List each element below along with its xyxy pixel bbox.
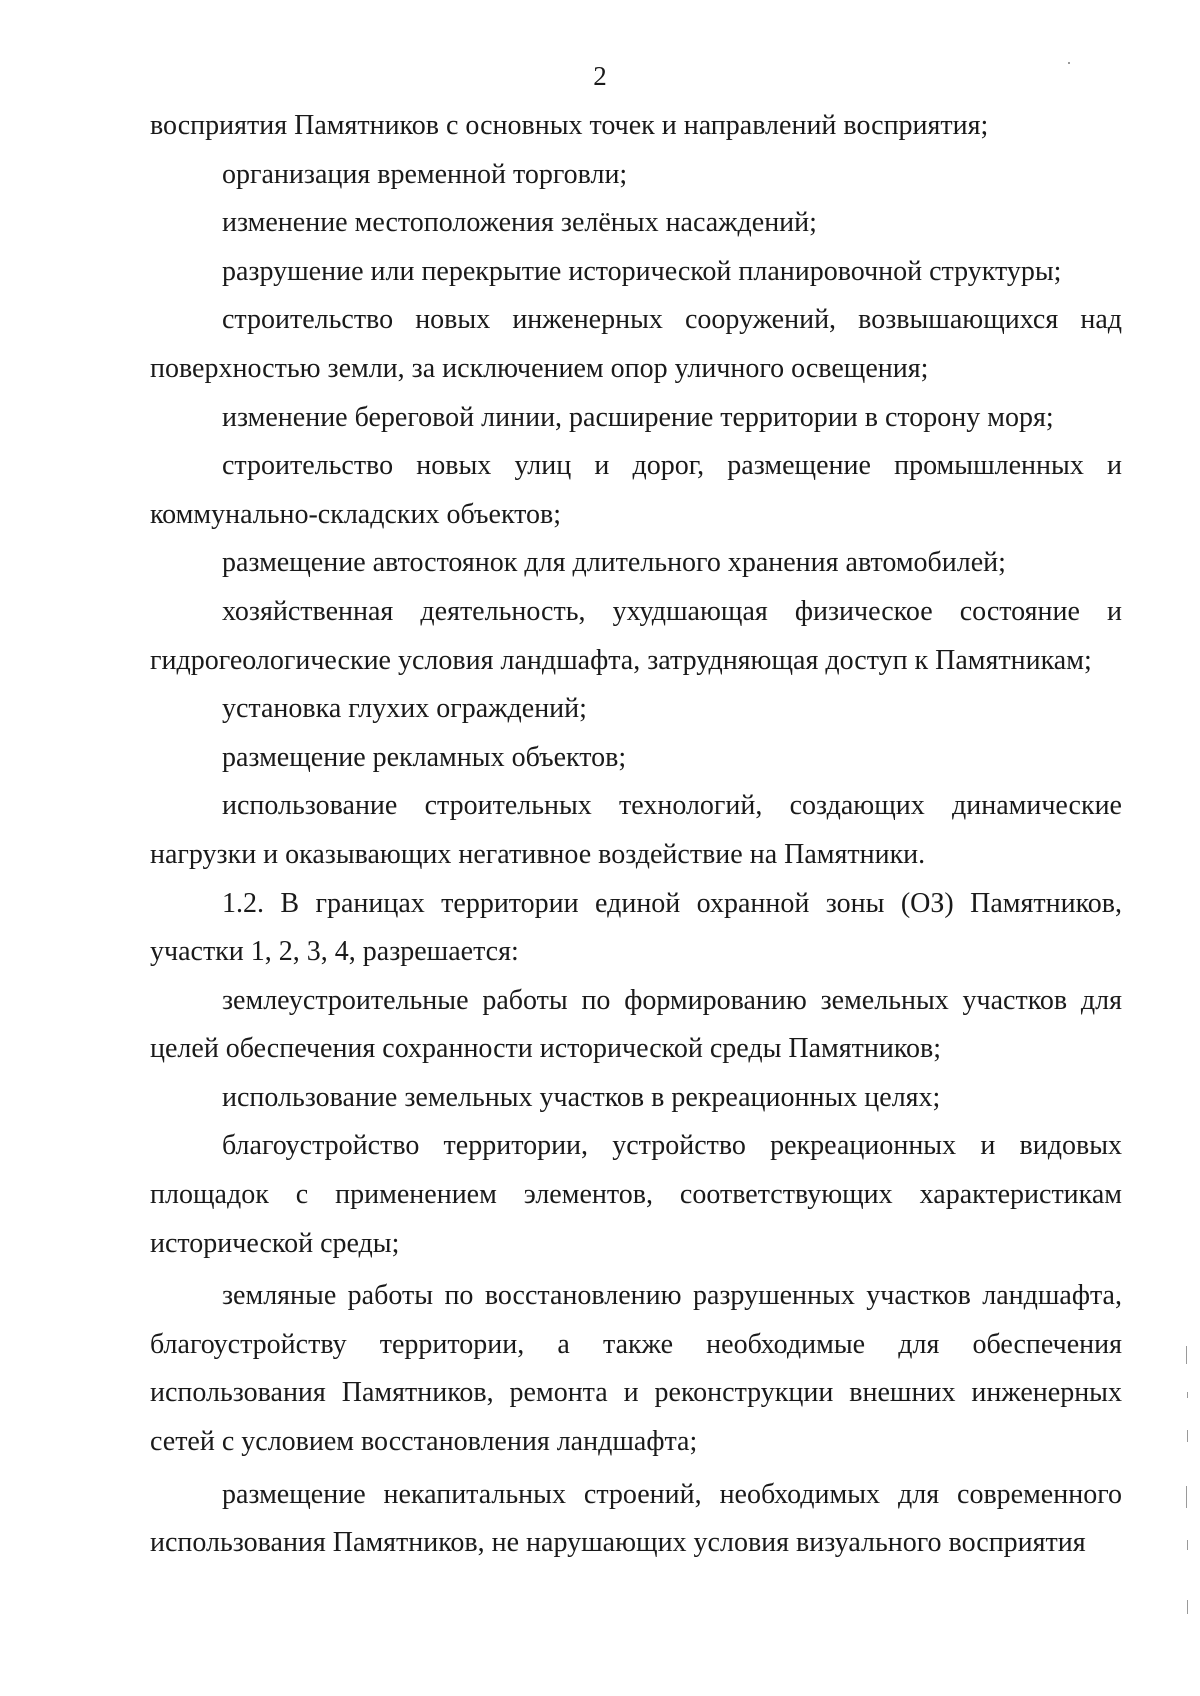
- paragraph: установка глухих ограждений;: [222, 693, 587, 725]
- section-heading-paragraph: 1.2. В границах территории единой охранной зоны (ОЗ) Памятников, участки 1, 2, 3, 4, разрешается:: [150, 887, 1122, 968]
- page-number: 2: [593, 61, 607, 91]
- paragraph: строительство новых инженерных сооружений, возвышающихся над поверхностью земли, за исключением опор уличного освещения;: [150, 304, 1122, 384]
- scan-artifact: [1187, 1600, 1188, 1614]
- scan-artifact: [1068, 62, 1070, 64]
- scan-artifact: [1186, 1486, 1187, 1508]
- paragraph: разрушение или перекрытие исторической планировочной структуры;: [222, 255, 1062, 287]
- paragraph: хозяйственная деятельность, ухудшающая физическое состояние и гидрогеологические условия ландшафта, затрудняющая доступ к Памятникам;: [150, 595, 1122, 676]
- scan-artifact: [1187, 1392, 1188, 1398]
- paragraph: размещение автостоянок для длительного хранения автомобилей;: [222, 547, 1006, 579]
- scan-artifact: [1187, 1430, 1188, 1442]
- paragraph: размещение рекламных объектов;: [222, 741, 627, 773]
- paragraph: строительство новых улиц и дорог, размещение промышленных и коммунально-складских объектов;: [150, 450, 1122, 530]
- paragraph: благоустройство территории, устройство рекреационных и видовых площадок с применением элементов, соответствующих характеристикам исторической среды;: [150, 1130, 1122, 1259]
- scan-artifact: [1187, 1540, 1188, 1550]
- paragraph: организация временной торговли;: [222, 158, 628, 190]
- paragraph: размещение некапитальных строений, необходимых для современного использования Памятников, не нарушающих условия визуального восприятия: [150, 1478, 1122, 1559]
- paragraph: использование строительных технологий, создающих динамические нагрузки и оказывающих негативное воздействие на Памятники.: [150, 790, 1122, 870]
- paragraph: землеустроительные работы по формированию земельных участков для целей обеспечения сохранности исторической среды Памятников;: [150, 984, 1122, 1065]
- paragraph: изменение береговой линии, расширение территории в сторону моря;: [222, 401, 1054, 433]
- paragraph: земляные работы по восстановлению разрушенных участков ландшафта, благоустройству территории, а также необходимые для обеспечения использования Памятников, ремонта и реконструкции внешних инженерных сетей с условием восстановления ландшафта;: [150, 1280, 1122, 1458]
- document-body: [150, 102, 1122, 1568]
- scan-artifact: [1186, 1346, 1187, 1364]
- paragraph: изменение местоположения зелёных насаждений;: [222, 207, 817, 239]
- paragraph-continuation: восприятия Памятников с основных точек и направлений восприятия;: [150, 110, 989, 141]
- paragraph: использование земельных участков в рекреационных целях;: [222, 1081, 941, 1113]
